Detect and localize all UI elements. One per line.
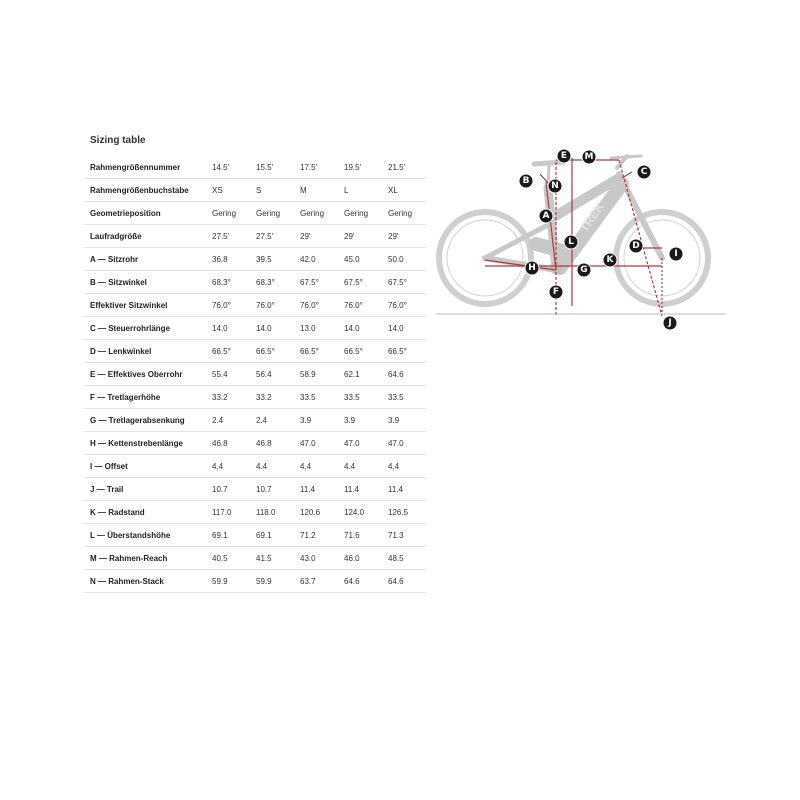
cell-value: 46.8 xyxy=(250,432,294,455)
svg-text:J: J xyxy=(668,318,672,328)
cell-value: 41.5 xyxy=(250,547,294,570)
cell-value: 124.0 xyxy=(338,501,382,524)
cell-value: 14.0 xyxy=(338,317,382,340)
row-label: K — Radstand xyxy=(84,501,206,524)
cell-value: 59.9 xyxy=(206,570,250,593)
row-label: L — Überstandshöhe xyxy=(84,524,206,547)
table-row xyxy=(84,225,426,248)
cell-value: 21.5' xyxy=(382,156,426,179)
cell-value: 46.0 xyxy=(338,547,382,570)
cell-value: 118.0 xyxy=(250,501,294,524)
cell-value: 69.1 xyxy=(250,524,294,547)
table-row xyxy=(84,202,426,225)
measure-label-h xyxy=(525,261,539,275)
cell-value: 47.0 xyxy=(294,432,338,455)
table-row xyxy=(84,455,426,478)
table-row xyxy=(84,248,426,271)
row-label: Geometrieposition xyxy=(84,202,206,225)
cell-value: 14.0 xyxy=(250,317,294,340)
cell-value: 126.5 xyxy=(382,501,426,524)
cell-value: 13.0 xyxy=(294,317,338,340)
cell-value: 4.4 xyxy=(338,455,382,478)
cell-value: 68.3° xyxy=(250,271,294,294)
row-label: F — Tretlagerhöhe xyxy=(84,386,206,409)
row-label: E — Effektives Oberrohr xyxy=(84,363,206,386)
cell-value: Gering xyxy=(206,202,250,225)
cell-value: 43.0 xyxy=(294,547,338,570)
measure-label-a xyxy=(539,209,553,223)
cell-value: 55.4 xyxy=(206,363,250,386)
row-label: G — Tretlagerabsenkung xyxy=(84,409,206,432)
table-row xyxy=(84,271,426,294)
cell-value: 17.5' xyxy=(294,156,338,179)
cell-value: 4.4 xyxy=(382,455,426,478)
cell-value: 67.5° xyxy=(382,271,426,294)
cell-value: 76.0° xyxy=(382,294,426,317)
cell-value: 27.5' xyxy=(250,225,294,248)
cell-value: 4.4 xyxy=(250,455,294,478)
cell-value: 71.2 xyxy=(294,524,338,547)
cell-value: Gering xyxy=(382,202,426,225)
svg-text:I: I xyxy=(674,249,678,259)
table-row xyxy=(84,156,426,179)
sizing-table xyxy=(84,156,426,593)
svg-text:N: N xyxy=(551,181,559,191)
measure-label-n xyxy=(548,179,562,193)
cell-value: 47.0 xyxy=(382,432,426,455)
cell-value: 64.6 xyxy=(382,363,426,386)
table-row xyxy=(84,294,426,317)
row-label: N — Rahmen-Stack xyxy=(84,570,206,593)
cell-value: 2.4 xyxy=(250,409,294,432)
measure-label-e xyxy=(557,149,571,163)
row-label: D — Lenkwinkel xyxy=(84,340,206,363)
svg-text:C: C xyxy=(640,167,648,177)
cell-value: 19.5' xyxy=(338,156,382,179)
cell-value: 62.1 xyxy=(338,363,382,386)
cell-value: Gering xyxy=(338,202,382,225)
bike-geometry-diagram xyxy=(436,148,726,338)
cell-value: 33.5 xyxy=(338,386,382,409)
cell-value: 39.5 xyxy=(250,248,294,271)
cell-value: 46.8 xyxy=(206,432,250,455)
cell-value: 14.0 xyxy=(382,317,426,340)
cell-value: 45.0 xyxy=(338,248,382,271)
cell-value: 56.4 xyxy=(250,363,294,386)
cell-value: 4.4 xyxy=(206,455,250,478)
measure-label-b xyxy=(519,174,533,188)
table-row xyxy=(84,340,426,363)
cell-value: 33.5 xyxy=(294,386,338,409)
cell-value: 64.6 xyxy=(382,570,426,593)
row-label: M — Rahmen-Reach xyxy=(84,547,206,570)
cell-value: 29' xyxy=(338,225,382,248)
cell-value: Gering xyxy=(294,202,338,225)
cell-value: 10.7 xyxy=(206,478,250,501)
cell-value: 33.2 xyxy=(250,386,294,409)
cell-value: 2.4 xyxy=(206,409,250,432)
svg-text:B: B xyxy=(522,176,530,186)
table-row xyxy=(84,478,426,501)
cell-value: 66.5° xyxy=(382,340,426,363)
table-row xyxy=(84,570,426,593)
cell-value: 120.6 xyxy=(294,501,338,524)
row-label: Laufradgröße xyxy=(84,225,206,248)
row-label: I — Offset xyxy=(84,455,206,478)
measure-label-l xyxy=(564,235,578,249)
cell-value: 15.5' xyxy=(250,156,294,179)
cell-value: 14.5' xyxy=(206,156,250,179)
cell-value: 3.9 xyxy=(338,409,382,432)
svg-text:H: H xyxy=(528,263,536,273)
svg-text:G: G xyxy=(580,265,588,275)
measure-label-d xyxy=(629,239,643,253)
cell-value: 67.5° xyxy=(294,271,338,294)
measure-label-f xyxy=(549,285,563,299)
table-row xyxy=(84,386,426,409)
table-row xyxy=(84,524,426,547)
cell-value: Gering xyxy=(250,202,294,225)
measure-label-g xyxy=(577,263,591,277)
cell-value: 50.0 xyxy=(382,248,426,271)
cell-value: 33.2 xyxy=(206,386,250,409)
cell-value: M xyxy=(294,179,338,202)
row-label: H — Kettenstrebenlänge xyxy=(84,432,206,455)
cell-value: 66.5° xyxy=(294,340,338,363)
cell-value: XS xyxy=(206,179,250,202)
cell-value: 71.3 xyxy=(382,524,426,547)
table-row xyxy=(84,547,426,570)
table-row xyxy=(84,363,426,386)
cell-value: 10.7 xyxy=(250,478,294,501)
cell-value: 67.5° xyxy=(338,271,382,294)
cell-value: 3.9 xyxy=(294,409,338,432)
table-row xyxy=(84,501,426,524)
svg-text:A: A xyxy=(542,211,550,221)
cell-value: 76.0° xyxy=(250,294,294,317)
measure-label-c xyxy=(637,165,651,179)
cell-value: 14.0 xyxy=(206,317,250,340)
cell-value: XL xyxy=(382,179,426,202)
cell-value: 29' xyxy=(382,225,426,248)
cell-value: 33.5 xyxy=(382,386,426,409)
svg-text:E: E xyxy=(560,151,568,161)
cell-value: 66.5° xyxy=(206,340,250,363)
table-row xyxy=(84,432,426,455)
cell-value: 66.5° xyxy=(338,340,382,363)
cell-value: S xyxy=(250,179,294,202)
measure-label-j xyxy=(663,316,677,330)
cell-value: 117.0 xyxy=(206,501,250,524)
cell-value: 29' xyxy=(294,225,338,248)
cell-value: L xyxy=(338,179,382,202)
svg-text:D: D xyxy=(632,241,640,251)
table-row xyxy=(84,179,426,202)
cell-value: 71.6 xyxy=(338,524,382,547)
cell-value: 48.5 xyxy=(382,547,426,570)
cell-value: 40.5 xyxy=(206,547,250,570)
table-row xyxy=(84,409,426,432)
table-row xyxy=(84,317,426,340)
cell-value: 68.3° xyxy=(206,271,250,294)
svg-text:F: F xyxy=(552,287,560,297)
measure-label-i xyxy=(669,247,683,261)
measure-label-k xyxy=(603,253,617,267)
cell-value: 76.0° xyxy=(338,294,382,317)
row-label: C — Steuerrohrlänge xyxy=(84,317,206,340)
cell-value: 11.4 xyxy=(382,478,426,501)
cell-value: 58.9 xyxy=(294,363,338,386)
cell-value: 11.4 xyxy=(294,478,338,501)
cell-value: 36.8 xyxy=(206,248,250,271)
cell-value: 42.0 xyxy=(294,248,338,271)
svg-text:K: K xyxy=(606,255,614,265)
cell-value: 59.9 xyxy=(250,570,294,593)
row-label: Rahmengrößennummer xyxy=(84,156,206,179)
row-label: J — Trail xyxy=(84,478,206,501)
cell-value: 3.9 xyxy=(382,409,426,432)
frame-brand-text: TREK xyxy=(576,199,608,235)
row-label: B — Sitzwinkel xyxy=(84,271,206,294)
svg-text:L: L xyxy=(568,237,574,247)
cell-value: 64.6 xyxy=(338,570,382,593)
measure-label-m xyxy=(582,150,596,164)
cell-value: 4.4 xyxy=(294,455,338,478)
row-label: Effektiver Sitzwinkel xyxy=(84,294,206,317)
cell-value: 76.0° xyxy=(294,294,338,317)
cell-value: 11.4 xyxy=(338,478,382,501)
row-label: A — Sitzrohr xyxy=(84,248,206,271)
cell-value: 76.0° xyxy=(206,294,250,317)
cell-value: 47.0 xyxy=(338,432,382,455)
svg-text:M: M xyxy=(584,152,594,162)
sizing-table-title: Sizing table xyxy=(90,135,146,146)
cell-value: 69.1 xyxy=(206,524,250,547)
cell-value: 66.5° xyxy=(250,340,294,363)
cell-value: 63.7 xyxy=(294,570,338,593)
row-label: Rahmengrößenbuchstabe xyxy=(84,179,206,202)
cell-value: 27.5' xyxy=(206,225,250,248)
